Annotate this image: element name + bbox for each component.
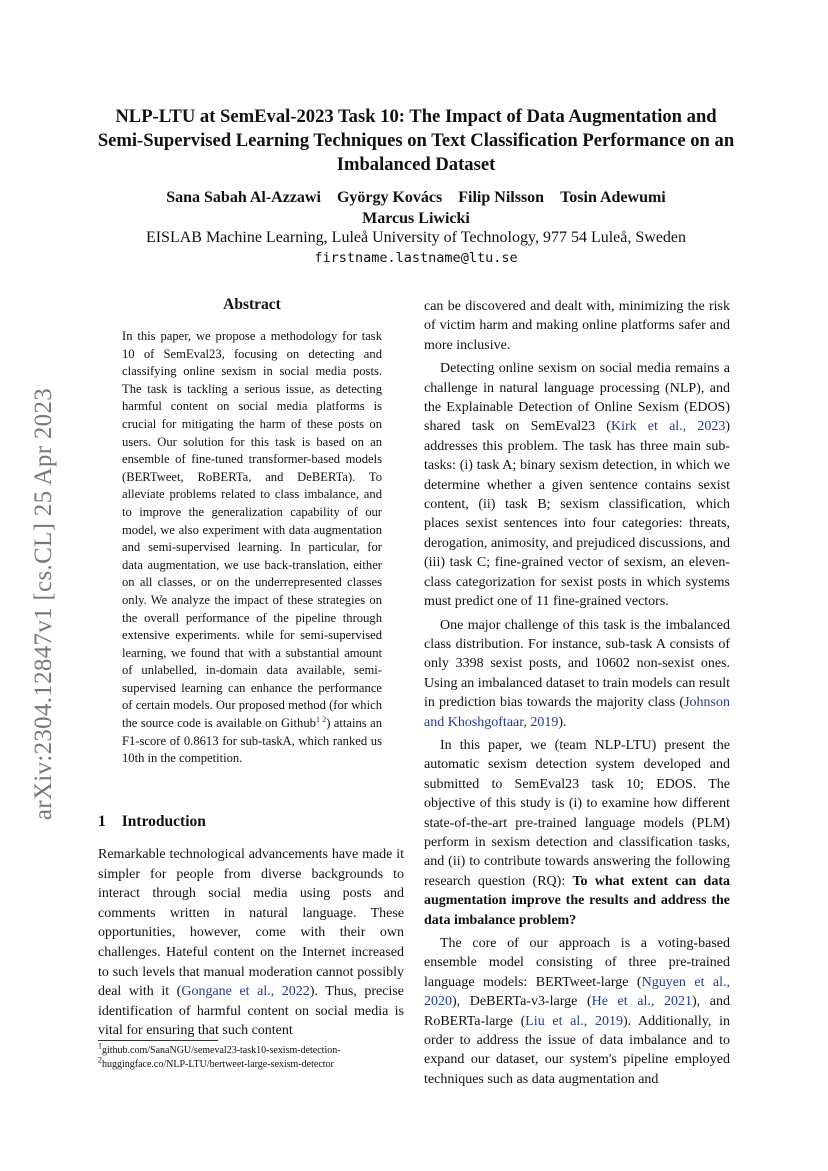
author-name: Sana Sabah Al-Azzawi: [166, 189, 321, 206]
citation-link[interactable]: Liu et al., 2019: [525, 1013, 623, 1029]
paragraph-text: The core of our approach is a voting-based ensemble model consisting of three pre-trained language models: BERTweet-large (: [424, 936, 730, 990]
research-question: To what extent can data augmentation improve the results and address the data imbalance problem?: [424, 873, 730, 928]
paragraph: [424, 359, 730, 611]
footnote-divider: [98, 1040, 218, 1041]
intro-text-end: ). Thus, precise identification of harmful content on social media is vital for ensuring that such content: [98, 984, 404, 1039]
paragraph-text: ).: [558, 714, 567, 730]
paper-title: NLP-LTU at SemEval-2023 Task 10: The Impact of Data Augmentation and Semi-Supervised Learning Techniques on Text Classification Performance on an Imbalanced Dataset: [97, 106, 735, 175]
paragraph: [424, 297, 730, 355]
abstract-text: In this paper, we propose a methodology for task 10 of SemEval23, focusing on detecting and classifying online sexism in social media posts. The task is tackling a serious issue, as detecting harmful content on social media platforms is crucial for mitigating the harm of these posts on users. Our solution for this task is based on an ensemble of fine-tuned transformer-based models (BERTweet, RoBERTa, and DeBERTa). To alleviate problems related to class imbalance, and to improve the generalization capability of our model, we also experiment with data augmentation and semi-supervised learning. In particular, for data augmentation, we use back-translation, either on all classes, or on the underrepresented classes only. We analyze the impact of these strategies on the overall performance of the pipeline through extensive experiments. while for semi-supervised learning, we found that with a substantial amount of unlabelled, in-domain data available, semi-supervised learning can enhance the performance of certain models. Our proposed method (for which the source code is available on Github: [122, 329, 382, 731]
paragraph: [424, 736, 730, 930]
footnote-mark: 1: [98, 1041, 102, 1051]
author-name: György Kovács: [336, 189, 443, 206]
section-heading: [98, 813, 206, 831]
paragraph-text: ), DeBERTa-v3-large (: [452, 994, 592, 1010]
author-list: [96, 187, 736, 229]
citation-link[interactable]: Johnson and Khoshgoftaar, 2019: [424, 695, 730, 730]
arxiv-id-text: arXiv:2304.12847v1 [cs.CL] 25 Apr 2023: [30, 387, 58, 821]
paragraph-text: In this paper, we (team NLP-LTU) present the automatic sexism detection system developed and submitted to SemEval23 task 10; EDOS. The objective of this study is (i) to examine how different state-of-the-art pre-trained language models (PLM) perform in sexism detection and classification tasks, and (ii) to contribute towards answering the following research question (RQ):: [424, 737, 730, 889]
intro-paragraph: [98, 845, 404, 1041]
abstract-body: [122, 328, 382, 768]
paragraph-text: ), and RoBERTa-large (: [424, 994, 730, 1029]
footnote-mark: 2: [98, 1055, 102, 1065]
citation-link[interactable]: Gongane et al., 2022: [181, 984, 310, 1000]
citation-link[interactable]: He et al., 2021: [591, 994, 692, 1010]
paragraph-text: One major challenge of this task is the imbalanced class distribution. For instance, sub-task A consists of only 3398 sexist posts, and 10602 non-sexist ones. Using an imbalanced dataset to train models can result in prediction bias towards the majority class (: [424, 617, 730, 711]
affiliation: EISLAB Machine Learning, Luleå University of Technology, 977 54 Luleå, Sweden: [145, 229, 687, 246]
footnote-url[interactable]: github.com/SanaNGU/semeval23-task10-sexism-detection-: [102, 1045, 341, 1056]
citation-link[interactable]: Kirk et al., 2023: [610, 419, 726, 435]
footnotes: [98, 1040, 404, 1072]
paragraph-text: can be discovered and dealt with, minimizing the risk of victim harm and making online platforms safer and more inclusive.: [424, 299, 730, 353]
footnote-ref[interactable]: 1 2: [315, 714, 327, 724]
right-column: [424, 297, 730, 1093]
footnote-2: [98, 1055, 404, 1072]
abstract-heading: Abstract: [223, 296, 281, 313]
paragraph-text: ). Additionally, in order to address the issue of data imbalance and to expand our dataset, our system's pipeline employed techniques such as data augmentation and: [424, 1013, 730, 1087]
author-name: Marcus Liwicki: [362, 210, 470, 227]
author-name: Tosin Adewumi: [560, 189, 666, 206]
author-name: Filip Nilsson: [458, 189, 545, 206]
section-number: 1: [98, 813, 106, 830]
intro-text: Remarkable technological advancements have made it simpler for people from diverse backgrounds to interact through social media using posts and comments written in natural language. These opportunities, however, come with their own challenges. Hateful content on the Internet increased to such levels that manual moderation cannot possibly deal with it (: [98, 847, 404, 1000]
abstract-text-end: ) attains an F1-score of 0.8613 for sub-taskA, which ranked us 10th in the competition.: [122, 716, 382, 766]
contact-email[interactable]: firstname.lastname@ltu.se: [314, 250, 518, 266]
paragraph-text: ) addresses this problem. The task has three main sub-tasks: (i) task A; binary sexism detection, in which we determine whether a given sentence contains sexist content, (ii) task B; sexism classification, which places sexist sentences into four categories: threats, derogation, animosity, and prejudiced discussions, and (iii) task C; fine-grained vector of sexism, an eleven-class categorization for sexist posts in which systems must predict one of 11 fine-grained vectors.: [424, 419, 731, 610]
footnote-1: [98, 1041, 404, 1058]
citation-link[interactable]: Nguyen et al., 2020: [424, 974, 731, 1010]
footnote-url[interactable]: huggingface.co/NLP-LTU/bertweet-large-sexism-detector: [102, 1059, 334, 1070]
paragraph-text: Detecting online sexism on social media remains a challenge in natural language processing (NLP), and the Explainable Detection of Online Sexism (EDOS) shared task on SemEval23 (: [424, 361, 730, 435]
paragraph: [424, 934, 730, 1089]
arxiv-identifier: [26, 364, 62, 844]
paragraph: [424, 616, 730, 732]
section-title: Introduction: [121, 813, 206, 830]
